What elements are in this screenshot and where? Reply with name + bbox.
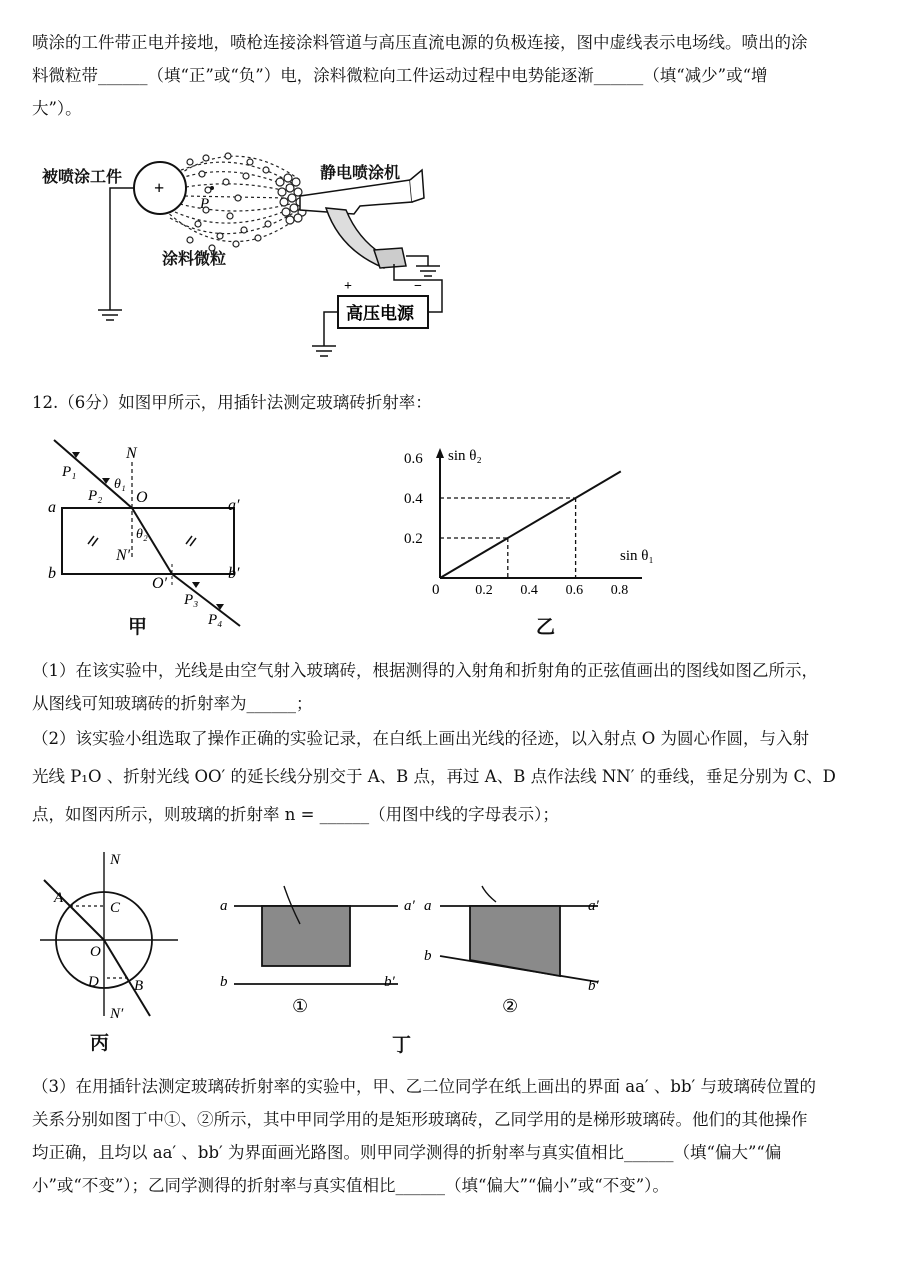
label-n: N: [126, 445, 137, 462]
q12-title: 12.（6分）如图甲所示，用插针法测定玻璃砖折射率：: [32, 393, 432, 412]
label-a-prime: a′: [228, 497, 240, 514]
caption-ding: 丁: [392, 1034, 412, 1056]
q12-part3-line-4: 小”或“不变”）；乙同学测得的折射率与真实值相比______（填“偏大”“偏小”或“不变”）。: [32, 1176, 669, 1195]
label-o-prime: O′: [152, 575, 168, 592]
q12-part2: [32, 720, 872, 834]
y-axis-label: sin θ₂: [448, 448, 482, 464]
q12-part3-line-3: 均正确，且均以 aa′ 、bb′ 为界面画光路图。则甲同学测得的折射率与真实值相比______（填“偏大”“偏: [32, 1143, 782, 1162]
ground-icon: [312, 346, 336, 356]
figure-bing: [30, 846, 190, 1026]
x-tick-label: 0.8: [610, 583, 629, 594]
high-voltage-label: 高压电源: [346, 304, 414, 323]
label-a: a: [48, 499, 56, 516]
ground-icon: [98, 310, 122, 320]
source-minus-sign: −: [414, 279, 422, 294]
x-tick-label: 0.6: [565, 583, 584, 594]
glass-block: [62, 508, 234, 574]
label-circle-1: ①: [292, 996, 309, 1016]
label-n-prime: N′: [116, 547, 131, 564]
q11-line-1: 喷涂的工件带正电并接地，喷枪连接涂料管道与高压直流电源的负极连接，图中虚线表示电场线。喷出的涂: [32, 33, 808, 52]
caption-bing: 丙: [90, 1032, 110, 1054]
y-tick-label: 0.6: [404, 451, 423, 467]
workpiece-ground-wire: [110, 188, 134, 310]
gun-ground-wire: [406, 256, 428, 266]
label-o: O: [90, 944, 101, 960]
data-line: [440, 471, 621, 578]
figure-jia: [44, 436, 264, 636]
q11-line-3: 大”）。: [32, 99, 82, 118]
label-b-prime: b′: [228, 565, 240, 582]
label-p2: P₂: [88, 488, 103, 504]
label-d: D: [88, 974, 99, 990]
source-plus-sign: +: [344, 279, 352, 294]
workpiece-label: 被喷涂工件: [42, 167, 123, 186]
q12-part3-line-1: （3）在用插针法测定玻璃砖折射率的实验中，甲、乙二位同学在纸上画出的界面 aa′ 、bb′ 与玻璃砖位置的: [32, 1077, 817, 1096]
label-b: b: [48, 565, 56, 582]
label-n: N: [110, 852, 121, 868]
x-tick-label: 0.4: [520, 583, 538, 594]
caption-jia: 甲: [128, 616, 148, 638]
q11-text: [32, 26, 872, 125]
q12-part1-line-1: （1）在该实验中，光线是由空气射入玻璃砖，根据测得的入射角和折射角的正弦值画出的图线如图乙所示，: [32, 661, 818, 680]
label-c: C: [110, 900, 121, 916]
label-p1: P₁: [62, 464, 77, 480]
x-axis-label: sin θ₁: [620, 548, 654, 564]
point-p-dot: [210, 186, 214, 190]
spray-gun: [300, 170, 424, 268]
layout-2: [424, 886, 600, 1016]
q12-part2-line-2: 光线 P₁O 、折射光线 OO′ 的延长线分别交于 A、B 点，再过 A、B 点作法线 NN′ 的垂线，垂足分别为 C、D: [32, 767, 836, 786]
y-tick-label: 0.2: [404, 531, 423, 547]
q12-part1-line-2: 从图线可知玻璃砖的折射率为______；: [32, 694, 313, 713]
label-b-prime-2: b′: [588, 978, 599, 994]
chart-yi: [402, 444, 662, 594]
figure-ding: [214, 880, 614, 1020]
label-a-prime-1: a′: [404, 898, 415, 914]
q12-part3-line-2: 关系分别如图丁中①、②所示，其中甲同学用的是矩形玻璃砖，乙同学用的是梯形玻璃砖。他们的其他操作: [32, 1110, 808, 1129]
x-tick-label: 0.2: [475, 583, 493, 594]
label-a-2: a: [424, 898, 432, 914]
label-a: A: [54, 890, 64, 906]
q12-part2-line-1: （2）该实验小组选取了操作正确的实验记录，在白纸上画出光线的径迹，以入射点 O 为圆心作圆，与入射: [32, 729, 810, 748]
y-tick-label: 0.4: [404, 491, 423, 507]
label-a-prime-2: a′: [588, 898, 599, 914]
origin-label: 0: [432, 582, 440, 594]
label-circle-2: ②: [502, 996, 519, 1016]
label-theta1: θ₁: [114, 477, 126, 492]
caption-yi: 乙: [536, 616, 556, 638]
workpiece-plus-sign: +: [154, 178, 165, 198]
source-wire-positive: [324, 312, 338, 346]
field-lines: [165, 156, 300, 241]
label-b-1: b: [220, 974, 228, 990]
label-n-prime: N′: [110, 1006, 124, 1022]
label-b: B: [134, 978, 144, 994]
q11-line-2: 料微粒带______（填“正”或“负”）电，涂料微粒向工件运动过程中电势能逐渐______（填“减少”或“增: [32, 66, 768, 85]
label-p4: P₄: [208, 612, 223, 628]
label-o: O: [136, 489, 148, 506]
y-axis-arrow: [436, 448, 444, 458]
point-p-label: P: [200, 196, 210, 212]
label-theta2: θ₂: [136, 527, 148, 542]
spray-gun-label: 静电喷涂机: [320, 163, 401, 182]
layout-1: [220, 886, 416, 1016]
q12-part2-line-3: 点，如图丙所示，则玻璃的折射率 n = ______（用图中线的字母表示）；: [32, 805, 559, 824]
label-p3: P₃: [184, 592, 199, 608]
rect-glass-brick: [262, 906, 350, 966]
particles-label: 涂料微粒: [162, 249, 227, 268]
q12-part1: [32, 654, 872, 720]
label-b-prime-1: b′: [384, 974, 395, 990]
label-b-2: b: [424, 948, 432, 964]
trapezoid-glass-brick: [470, 906, 560, 976]
q12-part3: [32, 1070, 872, 1202]
label-a-1: a: [220, 898, 228, 914]
ground-icon: [416, 266, 440, 276]
incident-ray: [44, 880, 104, 940]
